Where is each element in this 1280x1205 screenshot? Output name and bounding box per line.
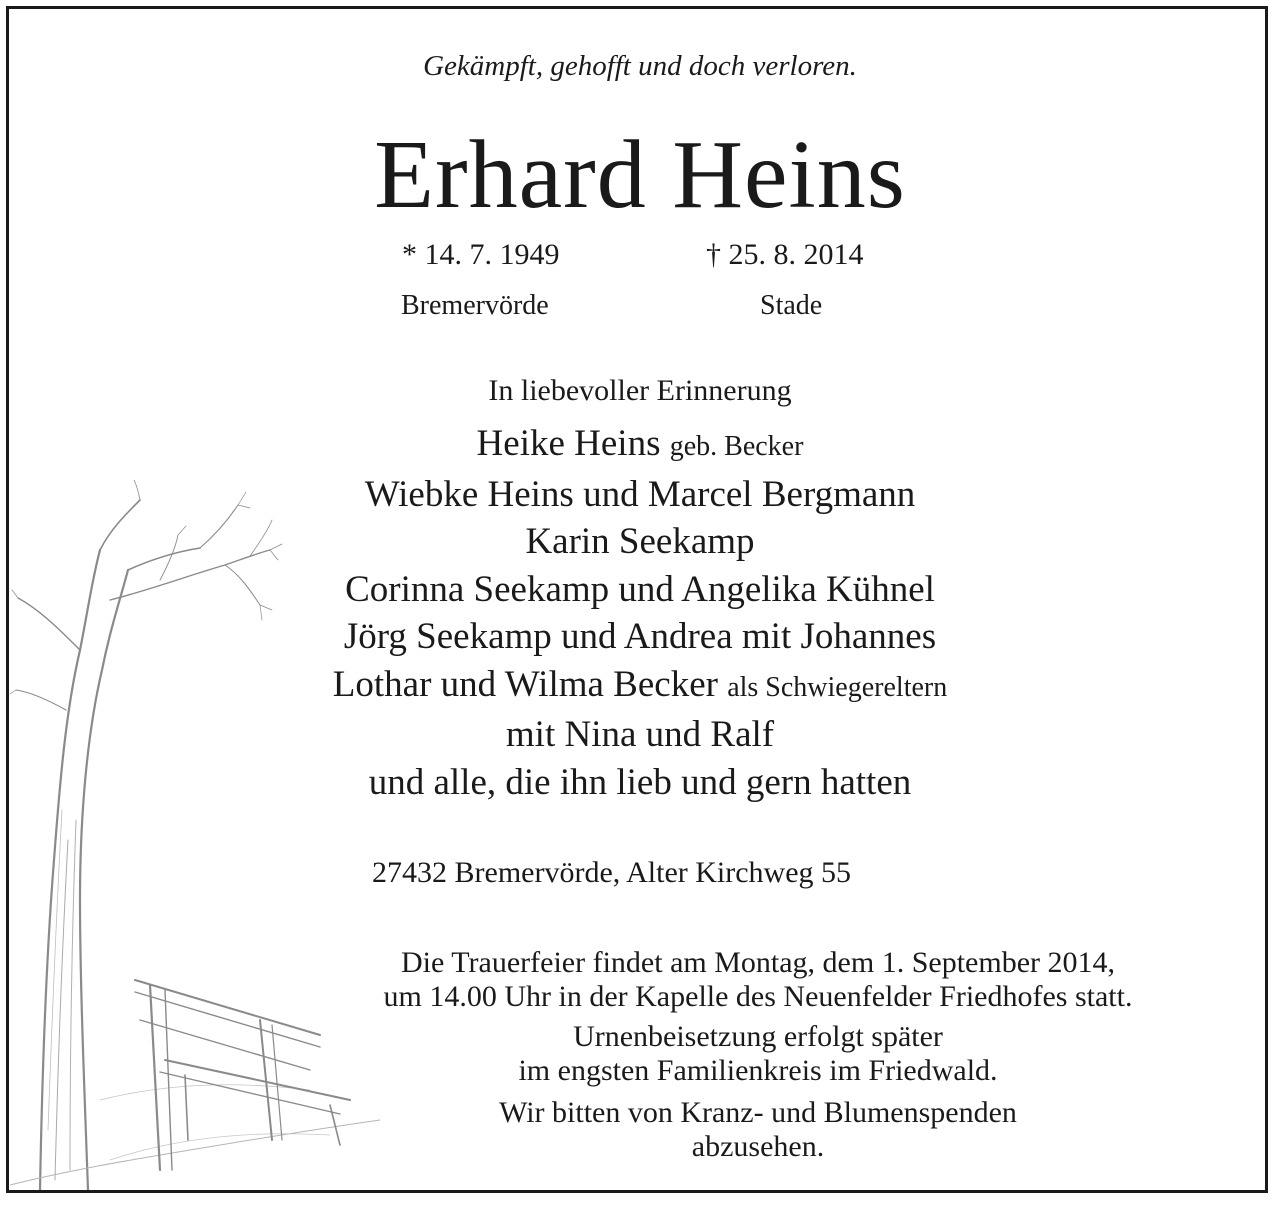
- mourners-list: [0, 420, 1280, 806]
- request-line: Wir bitten von Kranz- und Blumenspenden: [499, 1096, 1017, 1129]
- ceremony-line: Die Trauerfeier findet am Montag, dem 1. September 2014,: [401, 946, 1115, 979]
- mourner-line: Corinna Seekamp und Angelika Kühnel: [345, 568, 935, 610]
- ceremony-line: um 14.00 Uhr in der Kapelle des Neuenfelder Friedhofes statt.: [383, 980, 1133, 1013]
- ceremony-notice: [330, 946, 1186, 1014]
- intro-line: In liebevoller Erinnerung: [488, 374, 792, 407]
- mourner-line: [0, 661, 1280, 712]
- mourner-line: Karin Seekamp: [525, 521, 755, 562]
- birthplace: Bremervörde: [401, 290, 549, 321]
- deceased-name: Erhard Heins: [374, 121, 906, 229]
- mourner-note: geb. Becker: [669, 431, 804, 462]
- mourner-note: als Schwiegereltern: [727, 671, 948, 703]
- urn-line: Urnenbeisetzung erfolgt später: [573, 1020, 943, 1053]
- mourner-line: Jörg Seekamp und Andrea mit Johannes: [343, 616, 937, 657]
- mourner-line: [0, 420, 1280, 471]
- death-date: † 25. 8. 2014: [706, 238, 864, 271]
- donation-request: [330, 1096, 1186, 1164]
- mourner-line: mit Nina und Ralf: [505, 714, 775, 755]
- urn-line: im engsten Familienkreis im Friedwald.: [518, 1054, 998, 1087]
- birth-date: * 14. 7. 1949: [402, 238, 560, 271]
- request-line: abzusehen.: [691, 1130, 825, 1163]
- mourner-line: und alle, die ihn lieb und gern hatten: [368, 761, 912, 803]
- mourner-line: Wiebke Heins und Marcel Bergmann: [364, 473, 916, 515]
- address: 27432 Bremervörde, Alter Kirchweg 55: [372, 856, 852, 889]
- deathplace: Stade: [760, 290, 823, 321]
- motto: Gekämpft, gehofft und doch verloren.: [423, 50, 857, 82]
- mourner-name: Heike Heins: [476, 423, 661, 464]
- mourner-name: Lothar und Wilma Becker: [332, 663, 718, 705]
- urn-notice: [330, 1020, 1186, 1088]
